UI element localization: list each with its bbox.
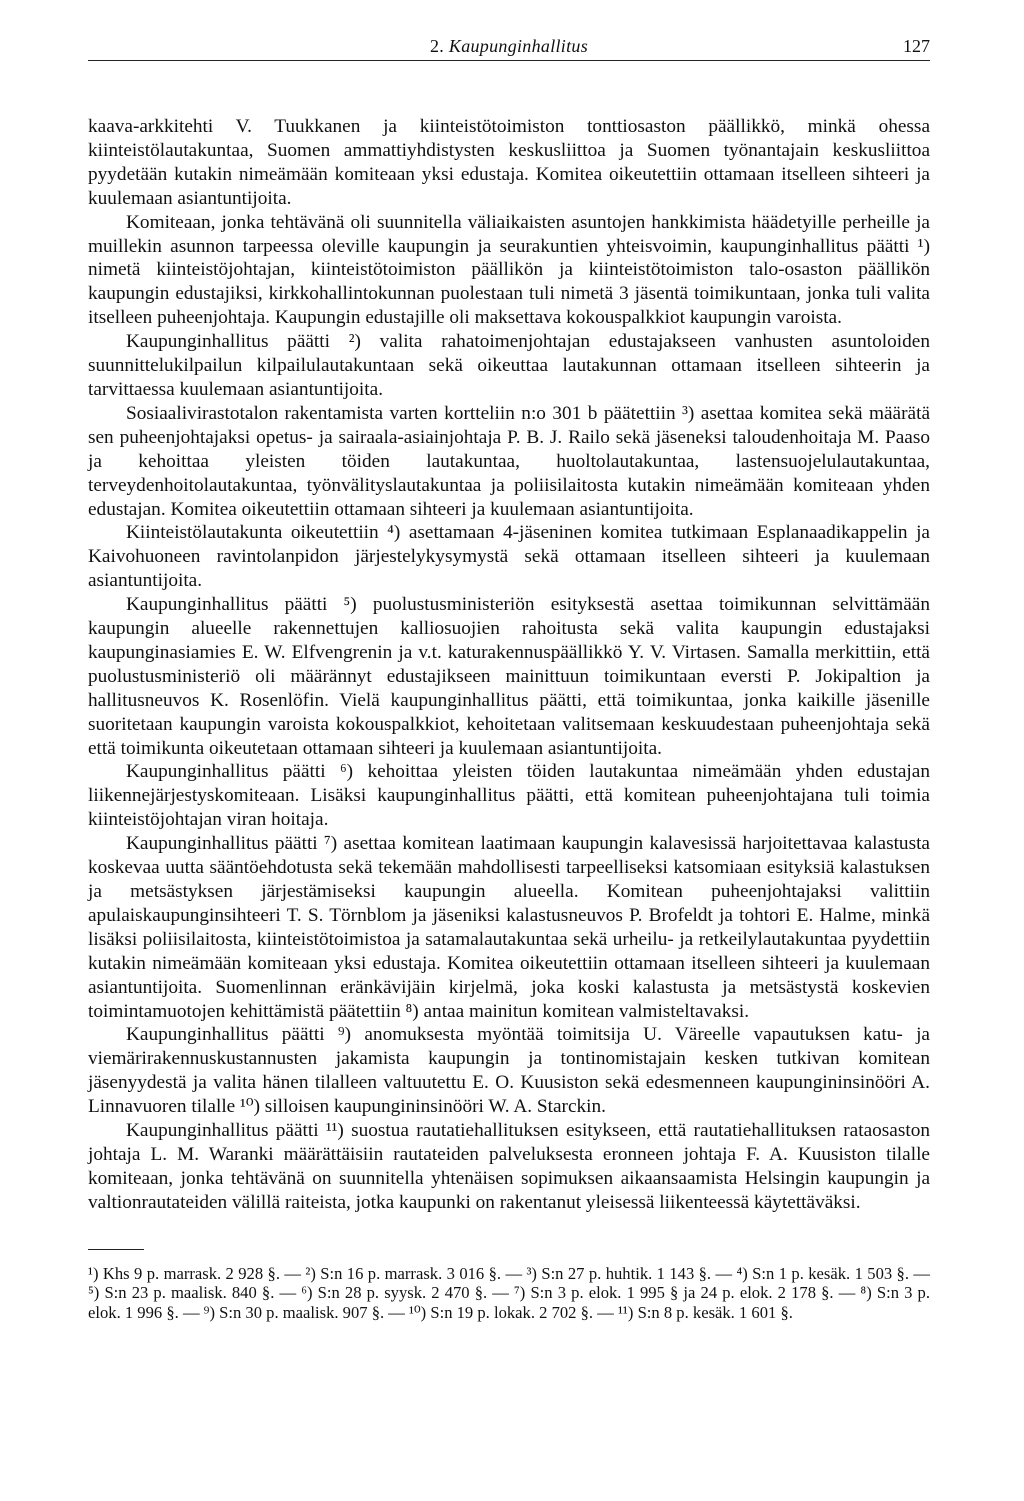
paragraph: Komiteaan, jonka tehtävänä oli suunnitella väliaikaisten asuntojen hankkimista häädetyille perheille ja muillekin asunnon tarpeessa oleville kaupungin ja seurakuntien yhteisvoimin, kaupunginhallitus päätti ¹) nimetä kiinteistöjohtajan, kiinteistötoimiston päällikön ja kiinteistötoimiston talo-osaston päällikön kaupungin edustajiksi, kirkkohallintokunnan puolestaan tuli nimetä 3 jäsentä toimikuntaan, jonka tuli valita itselleen puheenjohtaja. Kaupungin edustajille oli maksettava kokouspalkkiot kaupungin varoista. [88, 211, 930, 329]
paragraph: Kiinteistölautakunta oikeutettiin ⁴) asettamaan 4-jäseninen komitea tutkimaan Esplanaadikappelin ja Kaivohuoneen ravintolanpidon järjestelykysymystä sekä ottamaan itselleen sihteeri ja kuulemaan asiantuntijoita. [88, 522, 930, 592]
running-title-line [88, 36, 930, 57]
book-page [88, 30, 930, 1322]
paragraph: Sosiaalivirastotalon rakentamista varten kortteliin n:o 301 b päätettiin ³) asettaa komitea sekä määrätä sen puheenjohtajaksi opetus- ja sairaala-asiainjohtaja P. B. J. Railo sekä jäseneksi taloudenhoitaja M. Paaso ja kehoittaa yleisten töiden lautakuntaa, huoltolautakuntaa, lastensuojelulautakuntaa, terveydenhoitolautakuntaa, työnvälityslautakuntaa ja poliisilaitosta kutakin nimeämään komiteaan yhden edustajan. Komitea oikeutettiin ottamaan sihteeri ja kuulemaan asiantuntijoita. [88, 402, 930, 520]
paragraph: Kaupunginhallitus päätti ⁵) puolustusministeriön esityksestä asettaa toimikunnan selvittämään kaupungin alueelle rakennettujen kalliosuojien rahoitusta sekä valita kaupungin edustajaksi kaupunginasiamies E. W. Elfvengrenin ja v.t. katurakennuspäällikkö Y. V. Virtasen. Samalla merkittiin, että puolustusministeriö oli määrännyt edustajikseen mainittuun toimikuntaan eversti P. Jokipaltion ja hallitusneuvos K. Rosenlöfin. Vielä kaupunginhallitus päätti, että toimikuntaa, jonka kaikille jäsenille suoritetaan kaupungin varoista kokouspalkkiot, kehoitetaan valitsemaan keskuudestaan puheenjohtaja sekä että toimikunta oikeutetaan ottamaan sihteeri ja kuulemaan asiantuntijoita. [88, 594, 930, 759]
footnotes: ¹) Khs 9 p. marrask. 2 928 §. — ²) S:n 16 p. marrask. 3 016 §. — ³) S:n 27 p. huhtik. 1 143 §. — ⁴) S:n 1 p. kesäk. 1 503 §. — ⁵) S:n 23 p. maalisk. 840 §. — ⁶) S:n 28 p. syysk. 2 470 §. — ⁷) S:n 3 p. elok. 1 995 § ja 24 p. elok. 2 178 §. — ⁸) S:n 3 p. elok. 1 996 §. — ⁹) S:n 30 p. maalisk. 907 §. — ¹⁰) S:n 19 p. lokak. 2 702 §. — ¹¹) S:n 8 p. kesäk. 1 601 §. [88, 1263, 930, 1322]
paragraph: Kaupunginhallitus päätti ¹¹) suostua rautatiehallituksen esitykseen, että rautatiehallituksen rataosaston johtaja L. M. Waranki määrättäisiin rautateiden palveluksesta eronneen johtaja F. A. Kuusiston tilalle komiteaan, jonka tehtävänä on suunnitella yhtenäisen sopimuksen aikaansaamista Helsingin kaupungin ja valtionrautateiden välillä raiteista, jotka kaupunki on rakentanut yleisessä liikenteessä käytettäväksi. [88, 1120, 930, 1213]
paragraph: Kaupunginhallitus päätti ²) valita rahatoimenjohtajan edustajakseen vanhusten asuntoloiden suunnittelukilpailun kilpailulautakuntaan sekä oikeuttaa lautakunnan ottamaan itselleen sihteerin ja tarvittaessa kuulemaan asiantuntijoita. [88, 331, 930, 400]
footnote-divider [88, 1249, 144, 1250]
chapter-title: Kaupunginhallitus [448, 36, 589, 56]
running-header [88, 30, 930, 61]
page-number: 127 [903, 36, 930, 56]
paragraph: Kaupunginhallitus päätti ⁷) asettaa komitean laatimaan kaupungin kalavesissä harjoitettavaa kalastusta koskevaa uutta sääntöehdotusta sekä tekemään mahdollisesti tarpeelliseksi katsomiaan esityksiä kalastuksen ja metsästyksen järjestämiseksi kaupungin alueella. Komitean puheenjohtajaksi valittiin apulaiskaupunginsihteeri T. S. Törnblom ja jäseniksi kalastusneuvos P. Brofeldt ja tohtori E. Halme, minkä lisäksi poliisilaitosta, kiinteistötoimistoa ja satamalautakuntaa sekä urheilu- ja retkeilylautakuntaa pyydettiin kutakin nimeämään komiteaan yksi edustaja. Komitea oikeutettiin ottamaan itselleen sihteeri ja kuulemaan asiantuntijoita. Suomenlinnan eränkävijäin kirjelmä, joka koski kalastusta ja metsästystä koskevien toimintamuotojen kehittämistä päätettiin ⁸) antaa mainitun komitean valmisteltavaksi. [88, 833, 930, 1022]
paragraph: kaava-arkkitehti V. Tuukkanen ja kiinteistötoimiston tonttiosaston päällikkö, minkä ohessa kiinteistölautakuntaa, Suomen ammattiyhdistysten keskusliittoa ja Suomen työnantajain keskusliittoa pyydetään kutakin nimeämään komiteaan yksi edustaja. Komitea oikeutettiin ottamaan itselleen sihteeri ja kuulemaan asiantuntijoita. [88, 116, 930, 209]
paragraph: Kaupunginhallitus päätti ⁹) anomuksesta myöntää toimitsija U. Väreelle vapautuksen katu- ja viemärirakennuskustannusten jakamista kaupungin ja tontinomistajain kesken tutkivan komitean jäsenyydestä ja valita hänen tilalleen valtuutettu E. O. Kuusiston sekä edesmenneen kaupungininsinööri A. Linnavuoren tilalle ¹⁰) silloisen kaupungininsinööri W. A. Starckin. [88, 1024, 930, 1118]
paragraph: Kaupunginhallitus päätti ⁶) kehoittaa yleisten töiden lautakuntaa nimeämään yhden edustajan liikennejärjestyskomiteaan. Lisäksi kaupunginhallitus päätti, että komitean puheenjohtajana tuli toimia kiinteistöjohtajan viran hoitaja. [88, 761, 930, 831]
chapter-number: 2. [429, 36, 445, 56]
body-text [88, 115, 930, 1215]
